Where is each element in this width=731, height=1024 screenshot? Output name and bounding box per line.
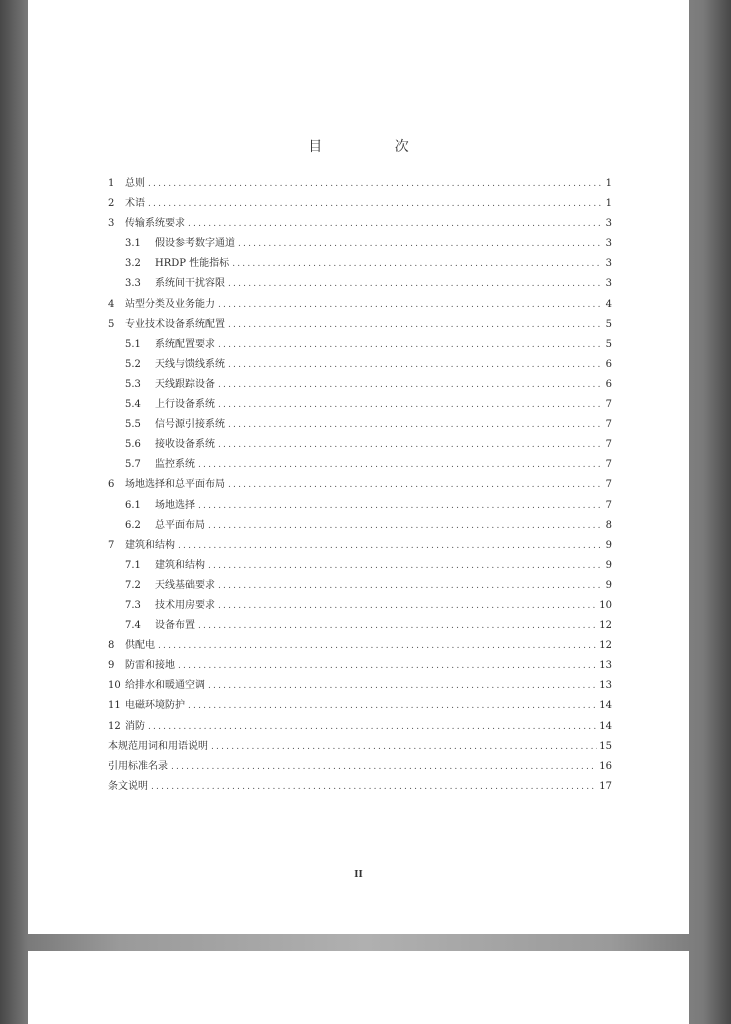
- toc-entry-page: 1: [605, 198, 612, 210]
- toc-entry-page: 12: [599, 640, 612, 652]
- toc-entry-number: 2: [108, 198, 115, 210]
- toc-entry-number: 3.2: [125, 258, 141, 270]
- toc-entry[interactable]: [108, 435, 612, 455]
- toc-entry-page: 7: [605, 419, 612, 431]
- toc-dot-leader: [198, 621, 597, 631]
- toc-entry[interactable]: [108, 455, 612, 475]
- toc-entry-page: 6: [605, 358, 612, 370]
- toc-entry-number: 4: [108, 298, 115, 310]
- toc-entry-page: 14: [599, 720, 612, 732]
- toc-entry-title: 技术用房要求: [155, 599, 215, 611]
- toc-entry-page: 3: [605, 278, 612, 290]
- toc-entry-title: 假设参考数字通道: [155, 238, 235, 250]
- toc-entry-title: 电磁环境防护: [125, 700, 185, 712]
- toc-dot-leader: [228, 360, 602, 370]
- toc-entry-title: 总平面布局: [155, 519, 205, 531]
- toc-entry[interactable]: [108, 214, 612, 234]
- toc-dot-leader: [211, 742, 597, 752]
- toc-entry[interactable]: [108, 335, 612, 355]
- toc-entry-number: 3.3: [125, 278, 141, 290]
- toc-dot-leader: [238, 239, 602, 249]
- toc-entry[interactable]: [108, 355, 612, 375]
- toc-entry-title: 天线基础要求: [155, 579, 215, 591]
- toc-entry[interactable]: [108, 395, 612, 415]
- toc-entry-title: 防雷和接地: [125, 660, 175, 672]
- toc-dot-leader: [232, 259, 602, 269]
- toc-dot-leader: [148, 179, 602, 189]
- toc-entry-title: 场地选择: [155, 499, 195, 511]
- toc-entry-title: 站型分类及业务能力: [125, 298, 215, 310]
- toc-entry[interactable]: [108, 676, 612, 696]
- toc-dot-leader: [228, 279, 602, 289]
- toc-entry-number: 10: [108, 680, 121, 692]
- toc-dot-leader: [218, 400, 602, 410]
- toc-entry[interactable]: [108, 696, 612, 716]
- toc-entry-number: 6: [108, 479, 115, 491]
- toc-dot-leader: [188, 701, 597, 711]
- toc-entry-number: 5.7: [125, 459, 141, 471]
- toc-dot-leader: [228, 420, 602, 430]
- toc-dot-leader: [218, 380, 602, 390]
- toc-dot-leader: [188, 219, 602, 229]
- toc-entry-title: 监控系统: [155, 459, 195, 471]
- toc-dot-leader: [158, 641, 597, 651]
- toc-entry[interactable]: [108, 274, 612, 294]
- toc-dot-leader: [218, 300, 602, 310]
- toc-list: [108, 174, 612, 797]
- toc-dot-leader: [208, 521, 602, 531]
- toc-entry-number: 5: [108, 318, 115, 330]
- toc-entry-title: 场地选择和总平面布局: [125, 479, 225, 491]
- toc-entry-number: 7.1: [125, 559, 141, 571]
- toc-entry-title: 系统配置要求: [155, 338, 215, 350]
- toc-entry-number: 3.1: [125, 238, 141, 250]
- toc-entry-title: 消防: [125, 720, 145, 732]
- toc-entry-title: 本规范用词和用语说明: [108, 740, 208, 752]
- toc-entry-page: 4: [605, 298, 612, 310]
- toc-entry-number: 5.2: [125, 358, 141, 370]
- page-number: II: [354, 870, 363, 880]
- toc-entry-page: 7: [605, 479, 612, 491]
- toc-title: 目 次: [308, 139, 443, 155]
- toc-entry[interactable]: [108, 576, 612, 596]
- toc-entry-number: 5.3: [125, 378, 141, 390]
- toc-dot-leader: [148, 722, 597, 732]
- toc-entry-title: 天线跟踪设备: [155, 378, 215, 390]
- toc-entry[interactable]: [108, 415, 612, 435]
- toc-entry[interactable]: [108, 656, 612, 676]
- toc-entry-title: 总则: [125, 178, 145, 189]
- toc-entry[interactable]: [108, 375, 612, 395]
- toc-entry-title: 术语: [125, 198, 145, 210]
- toc-entry-page: 14: [599, 700, 612, 712]
- toc-entry[interactable]: [108, 496, 612, 516]
- toc-entry[interactable]: [108, 234, 612, 254]
- toc-entry-page: 17: [599, 780, 612, 792]
- toc-entry-page: 7: [605, 399, 612, 411]
- toc-entry-page: 1: [605, 178, 612, 189]
- toc-dot-leader: [218, 601, 597, 611]
- toc-entry-page: 10: [599, 599, 612, 611]
- toc-dot-leader: [178, 661, 597, 671]
- toc-entry[interactable]: [108, 475, 612, 495]
- toc-entry[interactable]: [108, 174, 612, 194]
- toc-entry-page: 7: [605, 439, 612, 451]
- toc-dot-leader: [198, 460, 602, 470]
- toc-dot-leader: [228, 320, 602, 330]
- toc-dot-leader: [208, 681, 597, 691]
- toc-dot-leader: [228, 480, 602, 490]
- toc-dot-leader: [198, 501, 602, 511]
- toc-entry[interactable]: [108, 717, 612, 737]
- toc-entry[interactable]: [108, 616, 612, 636]
- toc-entry[interactable]: [108, 777, 612, 797]
- toc-dot-leader: [148, 199, 602, 209]
- toc-dot-leader: [208, 561, 602, 571]
- toc-dot-leader: [218, 340, 602, 350]
- toc-entry-page: 5: [605, 318, 612, 330]
- toc-entry-number: 5.4: [125, 399, 141, 411]
- toc-entry-title: 建筑和结构: [155, 559, 205, 571]
- toc-entry-number: 3: [108, 218, 115, 230]
- toc-dot-leader: [218, 581, 602, 591]
- toc-entry[interactable]: [108, 757, 612, 777]
- toc-dot-leader: [171, 762, 597, 772]
- toc-entry-title: 天线与馈线系统: [155, 358, 225, 370]
- toc-entry-title: 信号源引接系统: [155, 419, 225, 431]
- toc-entry-title: 建筑和结构: [125, 539, 175, 551]
- toc-entry-title: 供配电: [125, 640, 155, 652]
- toc-entry-page: 9: [605, 579, 612, 591]
- toc-entry-number: 1: [108, 178, 115, 189]
- toc-entry-number: 12: [108, 720, 121, 732]
- toc-entry-page: 7: [605, 499, 612, 511]
- toc-dot-leader: [218, 440, 602, 450]
- toc-entry-page: 15: [599, 740, 612, 752]
- toc-entry-number: 5.1: [125, 338, 141, 350]
- toc-entry-page: 13: [599, 680, 612, 692]
- toc-entry-title: 系统间干扰容限: [155, 278, 225, 290]
- toc-entry-page: 9: [605, 559, 612, 571]
- toc-entry-page: 8: [605, 519, 612, 531]
- toc-entry-page: 7: [605, 459, 612, 471]
- toc-entry[interactable]: [108, 315, 612, 335]
- toc-entry[interactable]: [108, 516, 612, 536]
- toc-entry-title: 条文说明: [108, 780, 148, 792]
- toc-entry[interactable]: [108, 536, 612, 556]
- toc-entry-page: 13: [599, 660, 612, 672]
- toc-entry-number: 8: [108, 640, 115, 652]
- document-page: [28, 0, 689, 934]
- toc-entry-number: 11: [108, 700, 121, 712]
- toc-entry-title: 设备布置: [155, 620, 195, 632]
- toc-entry[interactable]: [108, 295, 612, 315]
- toc-entry[interactable]: [108, 194, 612, 214]
- toc-entry-title: 给排水和暖通空调: [125, 680, 205, 692]
- toc-entry-page: 3: [605, 258, 612, 270]
- toc-entry-number: 9: [108, 660, 115, 672]
- toc-entry-page: 6: [605, 378, 612, 390]
- toc-entry-title: 引用标准名录: [108, 760, 168, 772]
- toc-entry[interactable]: [108, 636, 612, 656]
- toc-entry-page: 3: [605, 218, 612, 230]
- toc-entry-number: 7.4: [125, 620, 141, 632]
- toc-entry-page: 5: [605, 338, 612, 350]
- toc-entry-number: 7.3: [125, 599, 141, 611]
- toc-entry-title: 传输系统要求: [125, 218, 185, 230]
- toc-entry-page: 16: [599, 760, 612, 772]
- toc-entry-page: 3: [605, 238, 612, 250]
- toc-entry[interactable]: [108, 556, 612, 576]
- toc-entry-number: 7: [108, 539, 115, 551]
- toc-entry-number: 5.6: [125, 439, 141, 451]
- toc-entry-number: 5.5: [125, 419, 141, 431]
- toc-entry[interactable]: [108, 737, 612, 757]
- toc-entry-number: 6.1: [125, 499, 141, 511]
- toc-dot-leader: [151, 782, 597, 792]
- toc-entry-page: 9: [605, 539, 612, 551]
- toc-entry-page: 12: [599, 620, 612, 632]
- toc-entry-title: 上行设备系统: [155, 399, 215, 411]
- next-document-page: [28, 951, 689, 1024]
- toc-entry-title: 专业技术设备系统配置: [125, 318, 225, 330]
- toc-entry[interactable]: [108, 596, 612, 616]
- toc-entry-title: 接收设备系统: [155, 439, 215, 451]
- toc-entry-title: HRDP 性能指标: [155, 258, 230, 270]
- toc-dot-leader: [178, 541, 602, 551]
- toc-entry-number: 6.2: [125, 519, 141, 531]
- toc-entry[interactable]: [108, 254, 612, 274]
- toc-entry-number: 7.2: [125, 579, 141, 591]
